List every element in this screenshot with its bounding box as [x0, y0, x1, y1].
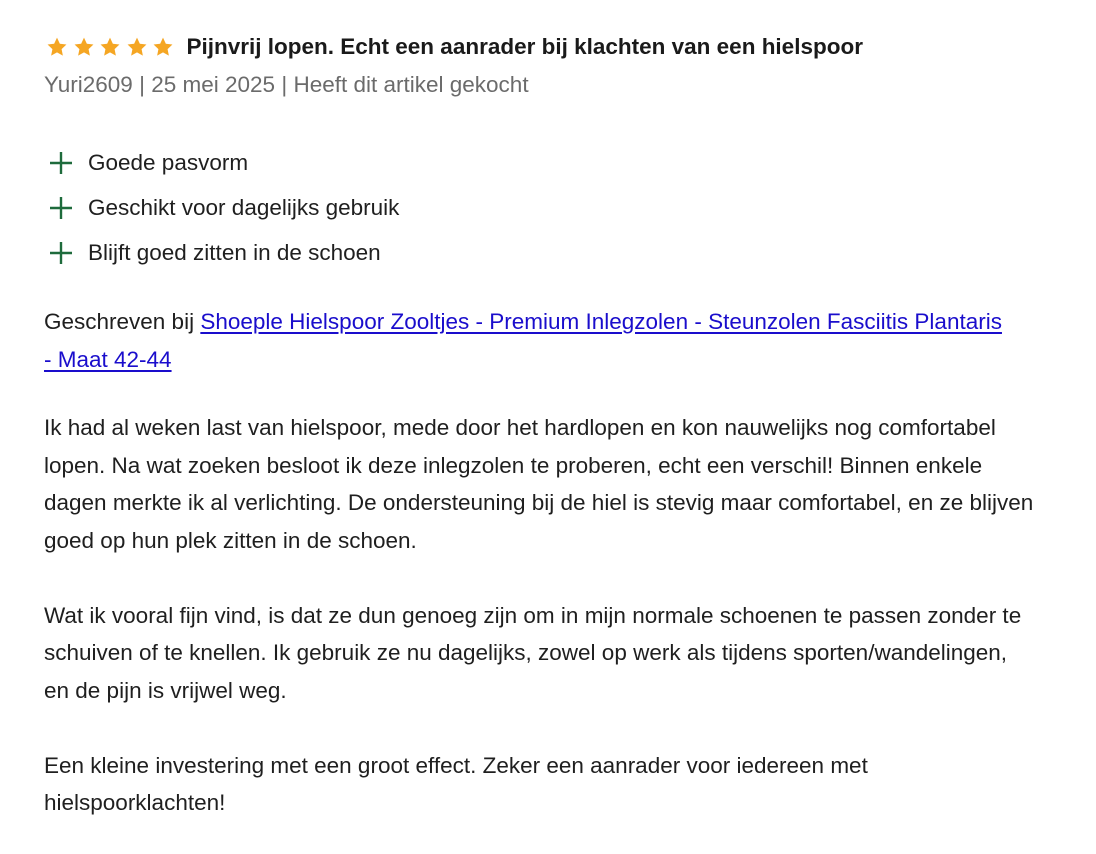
review-meta — [44, 68, 1044, 102]
star-rating — [46, 36, 179, 58]
review-header — [44, 30, 1044, 64]
written-prefix: Geschreven bij — [44, 309, 195, 334]
review-paragraph: Wat ik vooral fijn vind, is dat ze dun genoeg zijn om in mijn normale schoenen te passen zonder te schuiven of te knellen. Ik gebruik ze nu dagelijks, zowel op werk als tijdens sporten/wandelingen, en de pijn is vrijwel weg. — [44, 602, 1022, 703]
review-date: 25 mei 2025 — [151, 72, 276, 97]
review-body — [44, 409, 1034, 822]
review-paragraph: Ik had al weken last van hielspoor, mede door het hardlopen en kon nauwelijks nog comfortabel lopen. Na wat zoeken besloot ik deze inlegzolen te proberen, echt een verschil! Binnen enkele dagen merkte ik al verlichting. De ondersteuning bij de hiel is stevig maar comfortabel, en ze blijven goed op hun plek zitten in de schoen. — [44, 415, 1034, 553]
star-icon — [126, 36, 148, 58]
plus-icon — [48, 150, 74, 176]
review-paragraph: Een kleine investering met een groot effect. Zeker een aanrader voor iedereen met hielspoorklachten! — [44, 752, 868, 815]
purchase-status: Heeft dit artikel gekocht — [293, 72, 529, 97]
star-icon — [99, 36, 121, 58]
pro-label: Geschikt voor dagelijks gebruik — [88, 194, 400, 220]
star-icon — [46, 36, 68, 58]
meta-separator: | — [139, 72, 145, 97]
pro-label: Blijft goed zitten in de schoen — [88, 239, 381, 265]
pro-item — [44, 185, 1044, 230]
product-link[interactable]: Shoeple Hielspoor Zooltjes - Premium Inlegzolen - Steunzolen Fasciitis Plantaris - Maat 42-44 — [44, 309, 1002, 372]
author-name: Yuri2609 — [44, 72, 133, 97]
plus-icon — [48, 240, 74, 266]
star-icon — [73, 36, 95, 58]
star-icon — [152, 36, 174, 58]
pro-item — [44, 230, 1044, 275]
pros-list — [44, 140, 1044, 275]
plus-icon — [48, 195, 74, 221]
pro-label: Goede pasvorm — [88, 149, 249, 175]
written-for — [44, 303, 1004, 379]
pro-item — [44, 140, 1044, 185]
meta-separator: | — [281, 72, 288, 97]
review-title: Pijnvrij lopen. Echt een aanrader bij klachten van een hielspoor — [186, 34, 863, 59]
